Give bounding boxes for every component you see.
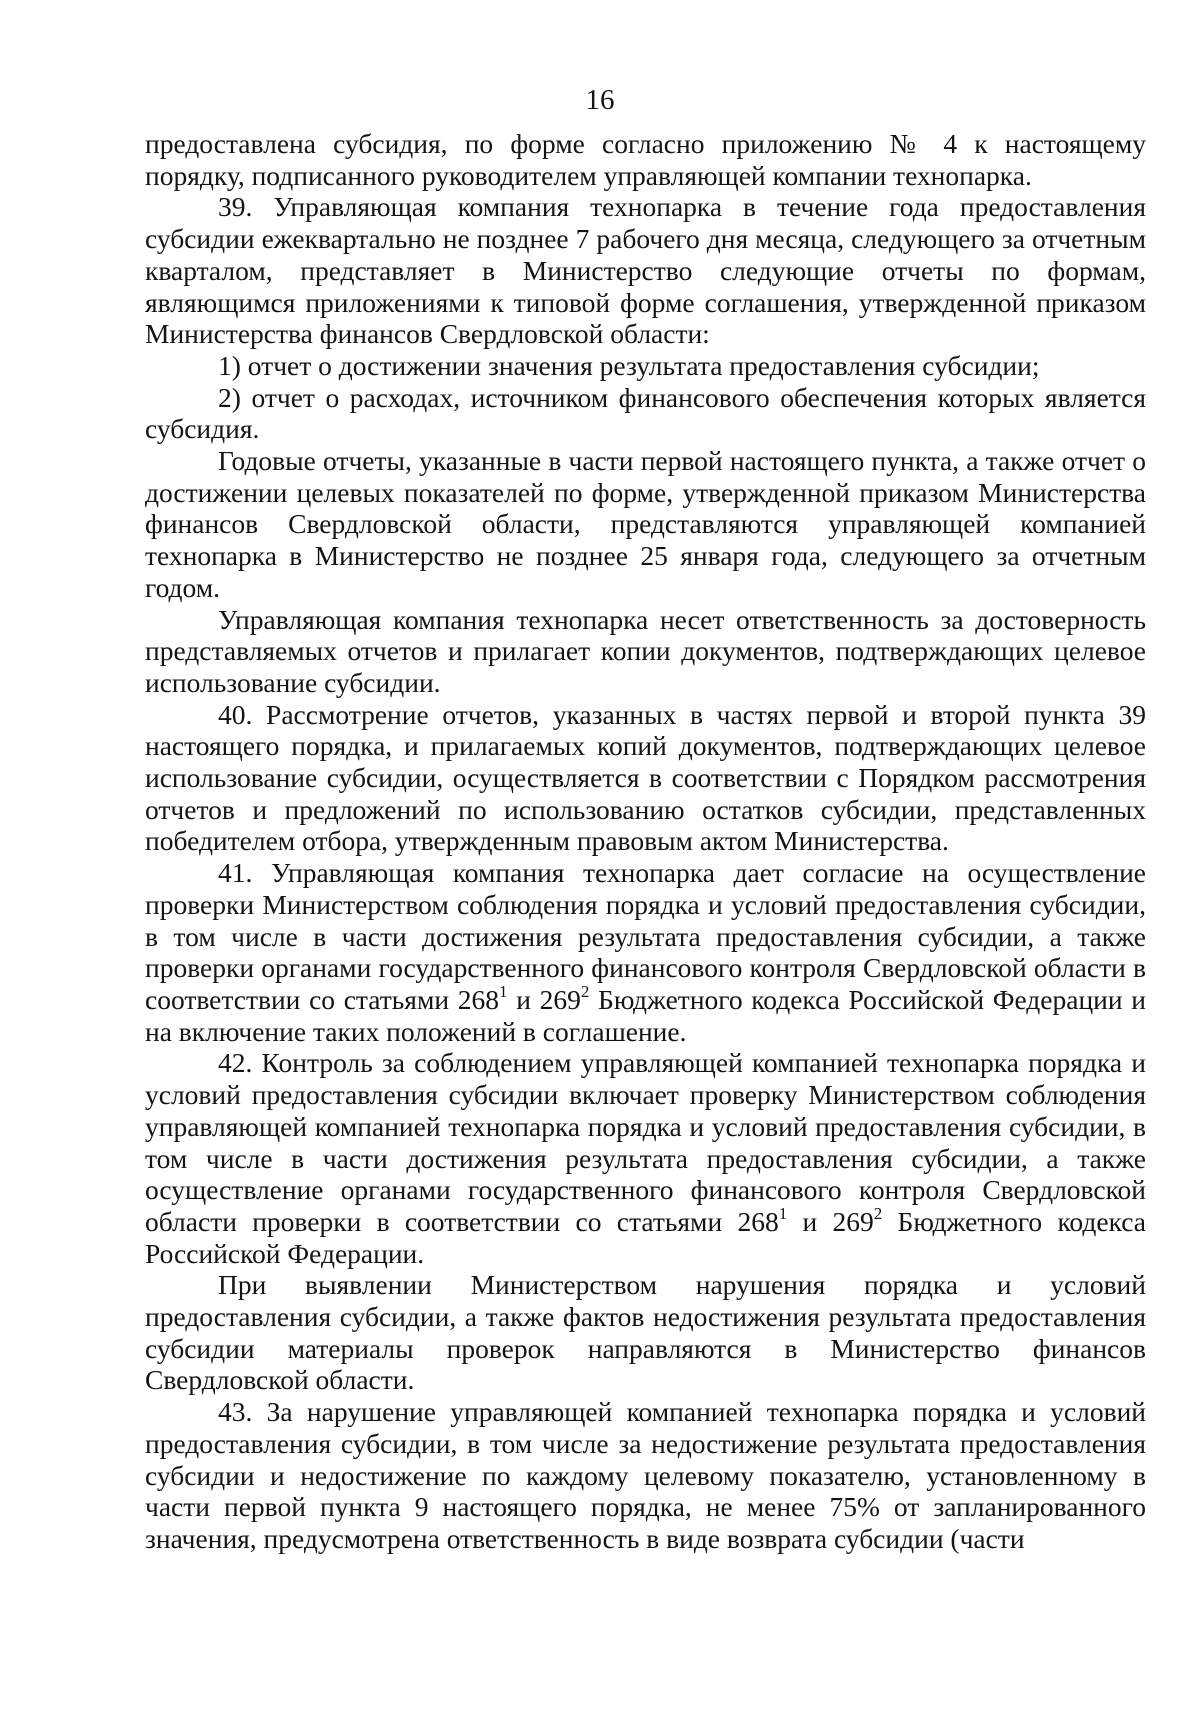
superscript: 1 <box>499 981 508 1001</box>
paragraph-item-40: 40. Рассмотрение отчетов, указанных в частях первой и второй пункта 39 настоящего порядка, и прилагаемых копий документов, подтверждающих целевое использование субсидии, осуществляется в соответствии с Порядком рассмотрения отчетов и предложений по использованию остатков субсидии, представленных победителем отбора, утвержденным правовым актом Министерства. <box>145 698 1146 857</box>
paragraph-item-42 <box>145 1047 1146 1269</box>
text-segment: 41. Управляющая компания технопарка дает согласие на осуществление проверки Министерством соблюдения порядка и условий предоставления субсидии, в том числе в части достижения результата предоставления субсидии, а также проверки органами государственного финансового контроля Свердловской области в соответствии со статьями 268 <box>145 857 1146 1015</box>
superscript: 1 <box>778 1203 788 1223</box>
text-segment: и 269 <box>507 983 581 1015</box>
text-segment: Бюджетного кодекса Российской Федерации. <box>145 1205 1146 1269</box>
paragraph-responsibility: Управляющая компания технопарка несет ответственность за достоверность представляемых отчетов и прилагает копии документов, подтверждающих целевое использование субсидии. <box>145 603 1146 698</box>
superscript: 2 <box>580 981 590 1001</box>
paragraph-annual-reports: Годовые отчеты, указанные в части первой настоящего пункта, а также отчет о достижении целевых показателей по форме, утвержденной приказом Министерства финансов Свердловской области, представляются управляющей компанией технопарка в Министерство не позднее 25 января года, следующего за отчетным годом. <box>145 445 1146 603</box>
text-segment: и 269 <box>787 1205 874 1237</box>
paragraph-report-1: 1) отчет о достижении значения результата предоставления субсидии; <box>218 349 1040 381</box>
paragraph-item-39: 39. Управляющая компания технопарка в течение года предоставления субсидии ежеквартально не позднее 7 рабочего дня месяца, следующего за отчетным кварталом, представляет в Министерство следующие отчеты по формам, являющимся приложениями к типовой форме соглашения, утвержденной приказом Министерства финансов Свердловской области: <box>145 191 1146 350</box>
page-number: 16 <box>585 84 615 116</box>
paragraph-violations: При выявлении Министерством нарушения порядка и условий предоставления субсидии, а также фактов недостижения результата предоставления субсидии материалы проверок направляются в Министерство финансов Свердловской области. <box>145 1269 1146 1396</box>
paragraph-item-41 <box>145 857 1146 1047</box>
document-body <box>145 128 1146 1555</box>
paragraph-continuation: предоставлена субсидия, по форме согласно приложению № 4 к настоящему порядку, подписанного руководителем управляющей компании технопарка. <box>145 128 1146 191</box>
text-segment: 42. Контроль за соблюдением управляющей компанией технопарка порядка и условий предоставления субсидии включает проверку Министерством соблюдения управляющей компанией технопарка порядка и условий предоставления субсидии, в том числе в части достижения результата предоставления субсидии, а также осуществление органами государственного финансового контроля Свердловской области проверки в соответствии со статьями 268 <box>145 1047 1146 1237</box>
paragraph-item-43: 43. За нарушение управляющей компанией технопарка порядка и условий предоставления субсидии, в том числе за недостижение результата предоставления субсидии и недостижение по каждому целевому показателю, установленному в части первой пункта 9 настоящего порядка, не менее 75% от запланированного значения, предусмотрена ответственность в виде возврата субсидии (части <box>145 1396 1146 1554</box>
text-segment: Бюджетного кодекса Российской Федерации и на включение таких положений в соглашение. <box>145 983 1146 1047</box>
superscript: 2 <box>873 1203 883 1223</box>
paragraph-report-2: 2) отчет о расходах, источником финансового обеспечения которых является субсидия. <box>145 381 1146 445</box>
